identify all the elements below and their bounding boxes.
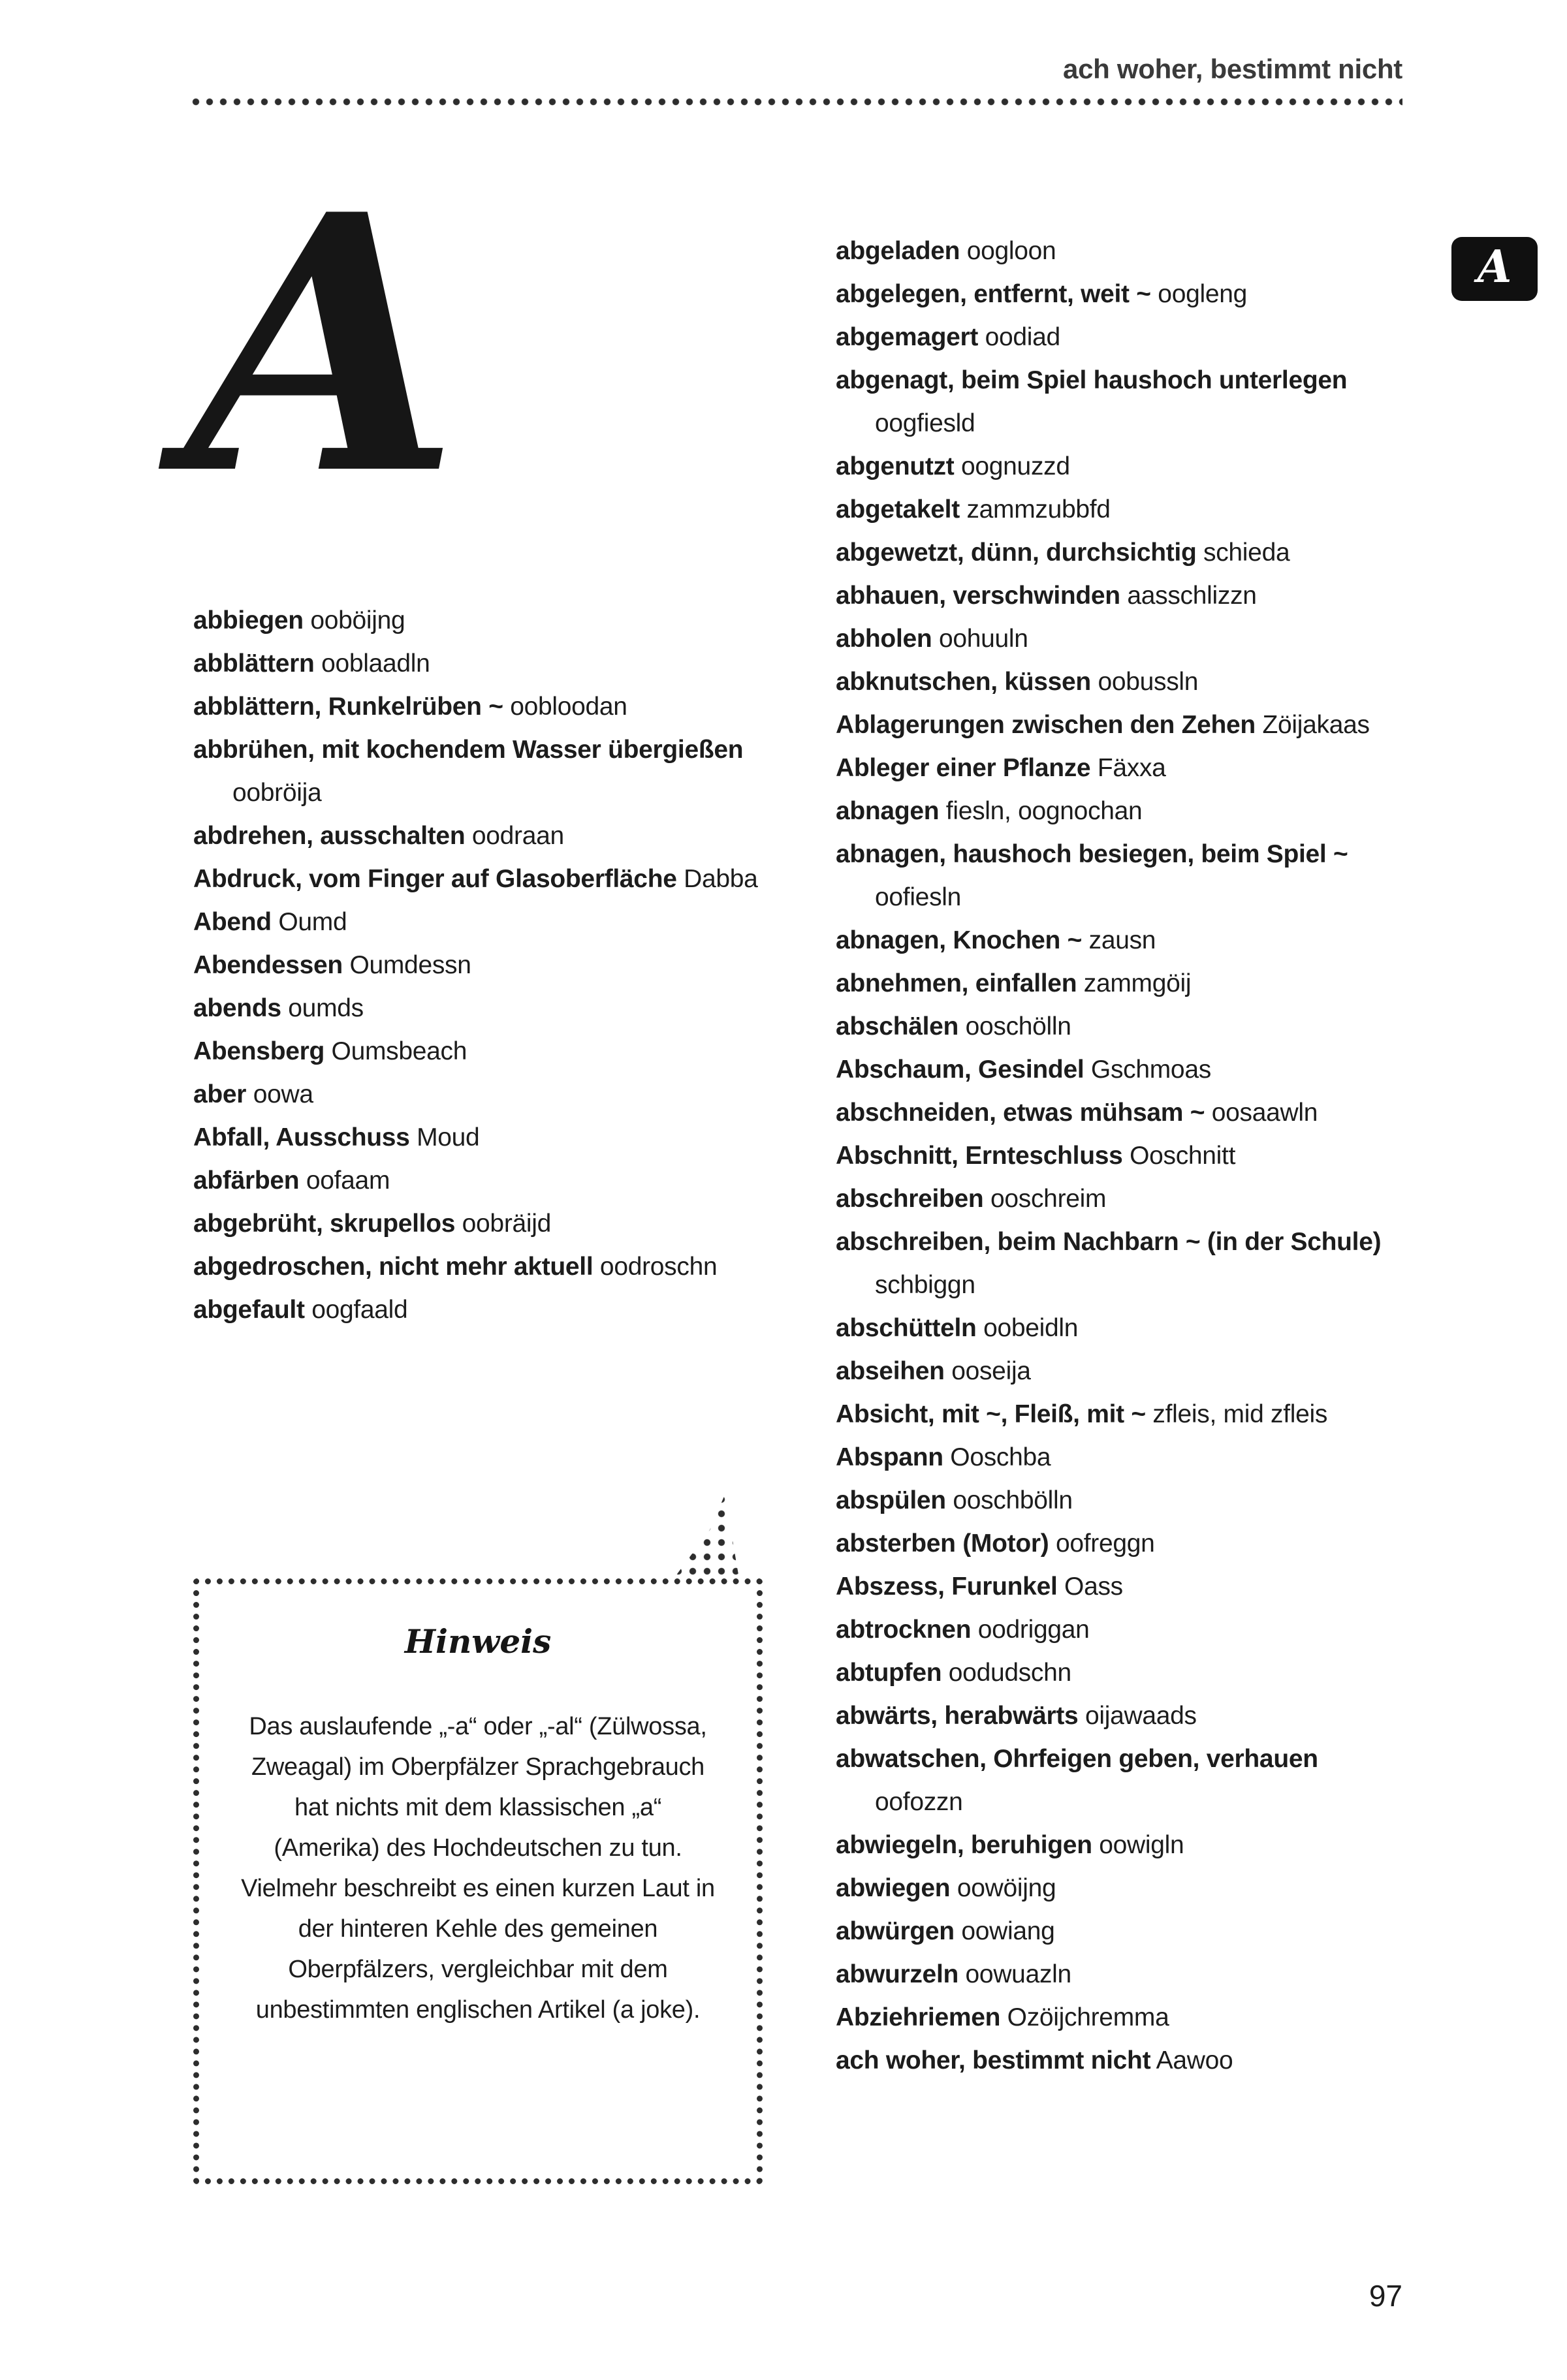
entry-term: abnagen, Knochen ~ [836,926,1083,954]
entry-translation: oobräijd [455,1210,552,1238]
entry-translation: Oumsbeach [324,1037,467,1065]
note-title: Hinweis [404,1622,552,1661]
entry-translation: oowuazln [958,1960,1071,1988]
entry-term: abnehmen, einfallen [836,969,1077,997]
dictionary-entry [836,1178,1408,1221]
dictionary-entry [836,747,1408,790]
entry-term: abknutschen, küssen [836,668,1091,696]
dictionary-entry [836,574,1408,618]
entry-term: abtrocknen [836,1616,972,1644]
entry-term: abgenutzt [836,452,955,480]
dictionary-entry [193,1289,765,1332]
entry-translation: oumds [281,994,364,1022]
entry-term: abschälen [836,1012,959,1041]
entry-term: absterben (Motor) [836,1529,1049,1558]
entry-translation: oogfaald [304,1296,408,1324]
entry-translation: Fäxxa [1090,754,1166,782]
note-corner-dots [674,1495,739,1578]
entry-translation: oobussln [1090,668,1199,696]
entry-term: abschneiden, etwas mühsam ~ [836,1099,1205,1127]
note-box [193,1578,763,2184]
entry-translation: oowiang [954,1917,1055,1945]
entry-translation: oowigln [1092,1831,1184,1859]
dictionary-entry [836,1135,1408,1178]
entry-translation: ooschreim [983,1185,1107,1213]
dictionary-entry [193,728,765,815]
entry-term: abwürgen [836,1917,955,1945]
entry-term: Abziehriemen [836,2003,1001,2031]
running-head: ach woher, bestimmt nicht [1063,54,1402,84]
dictionary-entry [836,316,1408,359]
entry-translation: oohuuln [932,625,1028,653]
right-column-entries [836,230,1408,2082]
entry-translation: oofaam [299,1167,390,1195]
entry-translation: oobloodan [503,693,627,721]
dictionary-entry [836,833,1408,919]
entry-term: Abdruck, vom Finger auf Glasoberfläche [193,865,677,893]
entry-term: abnagen [836,797,940,825]
entry-translation: ooböijng [303,606,405,634]
entry-term: abgelegen, entfernt, weit ~ [836,280,1151,308]
dictionary-entry [836,1307,1408,1350]
dictionary-entry [836,1652,1408,1695]
entry-term: abgeladen [836,237,960,265]
dictionary-entry [836,1953,1408,1996]
entry-translation: oodroschn [593,1253,718,1281]
dictionary-entry [836,1996,1408,2039]
entry-translation: oowöijng [950,1874,1056,1902]
entry-translation: oodraan [465,822,564,850]
entry-term: abwatschen, Ohrfeigen geben, verhauen [836,1745,1318,1773]
entry-translation: oogloon [960,237,1056,265]
dictionary-entry [193,685,765,728]
dictionary-entry [193,1116,765,1159]
entry-term: abbrühen, mit kochendem Wasser übergießen [193,736,744,764]
entry-translation: Ooschnitt [1122,1142,1236,1170]
entry-term: abgewetzt, dünn, durchsichtig [836,539,1197,567]
entry-term: abwiegen [836,1874,951,1902]
entry-term: abgemagert [836,323,979,351]
entry-translation: oognuzzd [954,452,1070,480]
dictionary-entry [193,1073,765,1116]
entry-translation: ooblaadln [314,650,430,678]
entry-translation: schieda [1196,539,1290,567]
entry-term: ach woher, bestimmt nicht [836,2046,1151,2075]
page-number: 97 [1369,2279,1402,2313]
entry-term: Abendessen [193,951,343,979]
dictionary-entry [193,901,765,944]
entry-translation: zausn [1082,926,1156,954]
entry-term: abdrehen, ausschalten [193,822,466,850]
entry-translation: Oumd [271,908,347,936]
entry-translation: zammzubbfd [959,495,1111,524]
entry-term: abwiegeln, beruhigen [836,1831,1092,1859]
entry-term: Abfall, Ausschuss [193,1123,410,1151]
entry-term: abgenagt, beim Spiel haushoch unterlegen [836,366,1348,394]
entry-term: abwurzeln [836,1960,958,1988]
thumb-tab [1451,237,1538,301]
dictionary-entry [836,531,1408,574]
left-column-entries [193,599,765,1332]
dictionary-entry [193,1245,765,1289]
entry-translation: oogfiesld [875,409,975,437]
dictionary-entry [193,599,765,642]
dictionary-entry [836,962,1408,1005]
entry-term: abgefault [193,1296,305,1324]
entry-term: abblättern, Runkelrüben ~ [193,693,503,721]
entry-translation: Moud [409,1123,480,1151]
entry-translation: oodudschn [942,1659,1071,1687]
entry-translation: Gschmoas [1084,1056,1211,1084]
entry-translation: fiesln, oognochan [939,797,1143,825]
entry-translation: oofreggn [1049,1529,1155,1558]
entry-term: abends [193,994,281,1022]
dictionary-entry [836,230,1408,273]
entry-term: abhauen, verschwinden [836,582,1120,610]
entry-term: abbiegen [193,606,304,634]
dictionary-entry [836,1393,1408,1436]
dictionary-entry [193,1202,765,1245]
entry-translation: Oass [1057,1573,1123,1601]
dictionary-entry [836,2039,1408,2082]
entry-term: Abensberg [193,1037,325,1065]
dictionary-entry [836,1565,1408,1608]
dictionary-entry [836,1091,1408,1135]
entry-translation: schbiggn [875,1271,975,1299]
entry-translation: oijawaads [1078,1702,1197,1730]
dictionary-entry [193,944,765,987]
entry-translation: ooseija [944,1357,1031,1385]
entry-term: Abspann [836,1443,943,1471]
entry-term: Abend [193,908,272,936]
entry-term: Absicht, mit ~, Fleiß, mit ~ [836,1400,1146,1428]
entry-term: abseihen [836,1357,945,1385]
dictionary-entry [193,1159,765,1202]
drop-cap-letter: A [186,138,460,552]
dictionary-entry [193,642,765,685]
dictionary-entry [836,1350,1408,1393]
entry-translation: oogleng [1150,280,1248,308]
dictionary-entry [836,1738,1408,1824]
entry-term: abgetakelt [836,495,960,524]
entry-translation: aasschlizzn [1120,582,1257,610]
entry-term: Abschaum, Gesindel [836,1056,1084,1084]
entry-term: abwärts, herabwärts [836,1702,1079,1730]
thumb-tab-letter: A [1477,241,1512,293]
entry-translation: Dabba [676,865,758,893]
entry-translation: ooschbölln [945,1486,1073,1514]
dictionary-entry [836,359,1408,445]
entry-term: abgedroschen, nicht mehr aktuell [193,1253,594,1281]
dictionary-entry [193,987,765,1030]
entry-term: Abschnitt, Ernteschluss [836,1142,1123,1170]
dictionary-entry [836,1048,1408,1091]
dictionary-entry [836,919,1408,962]
dictionary-entry [836,1695,1408,1738]
dictionary-entry [193,1030,765,1073]
entry-translation: zfleis, mid zfleis [1145,1400,1328,1428]
entry-term: Ableger einer Pflanze [836,754,1091,782]
entry-translation: Zöijakaas [1255,711,1370,739]
dictionary-entry [836,618,1408,661]
dictionary-entry [193,858,765,901]
entry-term: abfärben [193,1167,300,1195]
entry-translation: oofozzn [875,1788,963,1816]
dictionary-entry [836,661,1408,704]
entry-translation: oowa [246,1080,313,1108]
dictionary-entry [193,815,765,858]
entry-translation: Ooschba [943,1443,1051,1471]
dictionary-entry [836,1005,1408,1048]
dictionary-entry [836,445,1408,488]
entry-translation: ooschölln [958,1012,1071,1041]
entry-translation: Oumdessn [342,951,471,979]
entry-translation: Ozöijchremma [1000,2003,1169,2031]
entry-term: abblättern [193,650,315,678]
dotted-rule [192,98,1402,106]
note-body: Das auslaufende „-a“ oder „-al“ (Zülwossa, Zweagal) im Oberpfälzer Sprachgebrauch hat nichts mit dem klassischen „a“ (Amerika) des Hochdeutschen zu tun. Vielmehr beschreibt es einen kurzen Laut in der hinteren Kehle des gemeinen Oberpfälzers, vergleichbar mit dem unbestimmten englischen Artikel (a joke). [241,1713,715,2024]
dictionary-entry [836,1867,1408,1910]
entry-term: abschreiben, beim Nachbarn ~ (in der Schule) [836,1228,1382,1256]
entry-term: abholen [836,625,932,653]
dictionary-entry [836,1479,1408,1522]
entry-term: Abszess, Furunkel [836,1573,1058,1601]
dictionary-entry [836,1608,1408,1652]
dictionary-entry [836,1522,1408,1565]
dictionary-entry [836,1221,1408,1307]
entry-translation: Aawoo [1150,2046,1233,2075]
dictionary-entry [836,704,1408,747]
dictionary-entry [836,273,1408,316]
entry-term: abspülen [836,1486,946,1514]
dictionary-entry [836,1910,1408,1953]
entry-term: abschütteln [836,1314,977,1342]
entry-translation: oobeidln [976,1314,1079,1342]
entry-term: abgebrüht, skrupellos [193,1210,456,1238]
entry-translation: oodriggan [971,1616,1090,1644]
entry-translation: oodiad [978,323,1060,351]
entry-term: abnagen, haushoch besiegen, beim Spiel ~ [836,840,1348,868]
dictionary-entry [836,488,1408,531]
entry-term: aber [193,1080,247,1108]
entry-translation: oofiesln [875,883,962,911]
entry-translation: oosaawln [1205,1099,1318,1127]
dictionary-entry [836,1824,1408,1867]
entry-term: abschreiben [836,1185,984,1213]
entry-term: abtupfen [836,1659,942,1687]
entry-translation: oobröija [232,779,322,807]
entry-translation: zammgöij [1077,969,1192,997]
entry-term: Ablagerungen zwischen den Zehen [836,711,1256,739]
dictionary-entry [836,790,1408,833]
dictionary-entry [836,1436,1408,1479]
